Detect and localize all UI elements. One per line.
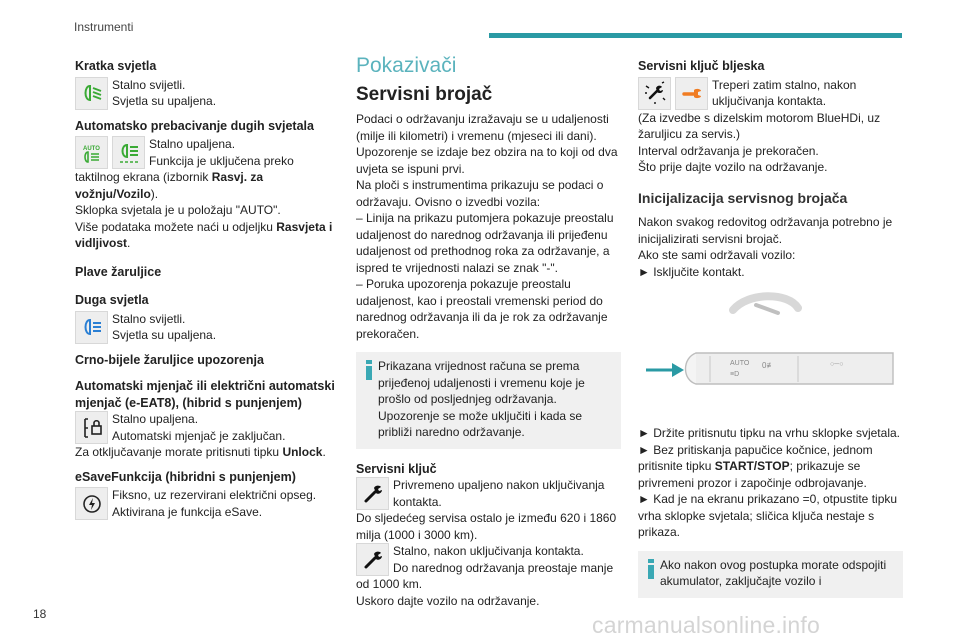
wrench-flash-icon	[638, 77, 671, 110]
gearbox-text-2: Automatski mjenjač je zaključan.	[112, 428, 286, 443]
info-icon	[366, 360, 372, 380]
init-intro: Nakon svakog redovitog održavanja potrebno je inicijalizirati servisni brojač. Ako ste sami održavali vozilo:	[638, 215, 893, 262]
init-step-3: ► Bez pritiskanja papučice kočnice, jednom pritisnite tipku START/STOP; prikazuje se privremeni prozor i započinje odbrojavanje.	[638, 442, 873, 490]
servisni-brojac-body: Podaci o održavanju izražavaju se u udaljenosti (milje ili kilometri) i vremenu (mjeseci ili dani). Upozorenje se izdaje bez obzira na to koji od dva uvjeta se ispuni prvi. Na ploči s instrumentima prikazuju se podaci o održavaju. Ovisno o izvedbi vozila: – Linija na prikazu putomjera pokazuje preostalu udaljenost do narednog održavanja ili prijeđenu udaljenost od prethodnog roka za održavanje, a ispred te vrijednosti nalazi se znak "-". – Poruka upozorenja pokazuje preostalu udaljenost, kao i preostali vremenski period do narednog održavanja ili da je rok za održavanje prekoračen.	[356, 112, 618, 341]
column-middle	[356, 54, 621, 609]
auto-high-beam-icon	[75, 136, 108, 169]
info-note-box	[356, 352, 621, 449]
column-right	[638, 58, 903, 598]
gearbox-text-1: Stalno upaljena.	[112, 412, 199, 426]
heading-servisni-brojac: Servisni brojač	[356, 83, 493, 105]
column-left	[75, 58, 337, 520]
svg-text:0≢: 0≢	[762, 361, 775, 370]
auto-high-beam-text-2: Funkcija je uključena preko	[149, 153, 294, 168]
heading-kratka-svjetla: Kratka svjetla	[75, 59, 157, 73]
wrench-entry-2	[356, 543, 621, 576]
wrench-flash-text-2: (Za izvedbe s dizelskim motorom BlueHDi, uz žaruljicu za servis.)	[638, 110, 881, 141]
info-icon	[648, 559, 654, 579]
wrench-flash-text-4: Što prije dajte vozilo na održavanje.	[638, 160, 828, 174]
heading-servisni-kljuc: Servisni ključ	[356, 461, 437, 476]
esave-entry	[75, 487, 337, 520]
init-step-4: ► Kad je na ekranu prikazano =0, otpustite tipku vrha sklopke svjetala; sličica ključa nestaje s prikaza.	[638, 492, 898, 539]
wrench-icon	[356, 477, 389, 510]
high-beam-green-icon	[112, 136, 145, 169]
wrench-text-1b: Do sljedećeg servisa ostalo je između 620 i 1860 milja (1000 i 3000 km).	[356, 511, 617, 542]
wrench-text-2b: Do narednog održavanja preostaje manje	[393, 560, 614, 575]
wrench-flash-text-3: Interval održavanja je prekoračen.	[638, 143, 819, 158]
wrench-icon	[356, 543, 389, 576]
heading-esave: eSaveFunkcija (hibridni s punjenjem)	[75, 469, 296, 484]
esave-text-2: Aktivirana je funkcija eSave.	[112, 504, 263, 519]
esave-icon	[75, 487, 108, 520]
init-step-2: ► Držite pritisnutu tipku na vrhu sklopke svjetala.	[638, 426, 900, 440]
svg-text:AUTO: AUTO	[82, 145, 100, 152]
wrench-text-2c: od 1000 km.	[356, 577, 423, 591]
gearbox-text-3: Za otključavanje morate pritisnuti tipku Unlock.	[75, 445, 326, 459]
low-beam-text-2: Svjetla su upaljena.	[112, 94, 217, 108]
section-header: Instrumenti	[74, 20, 134, 34]
high-beam-entry	[75, 311, 337, 344]
low-beam-text-1: Stalno svijetli.	[112, 77, 186, 92]
header-accent-bar	[489, 33, 902, 38]
svg-text:≡D: ≡D	[730, 371, 740, 378]
auto-high-beam-text-1: Stalno upaljena.	[149, 137, 236, 151]
high-beam-text-1: Stalno svijetli.	[112, 311, 186, 326]
wrench-text-2d: Uskoro dajte vozilo na održavanje.	[356, 593, 540, 608]
info-note-box-2	[638, 551, 903, 598]
low-beam-entry	[75, 77, 337, 110]
page-number: 18	[33, 607, 47, 621]
wrench-orange-icon	[675, 77, 708, 110]
wrench-text-2: Stalno, nakon uključivanja kontakta.	[393, 544, 584, 558]
wrench-flash-text-1: Treperi zatim stalno, nakon uključivanja kontakta.	[712, 77, 857, 108]
heading-crno-bijele: Crno-bijele žaruljice upozorenja	[75, 352, 264, 367]
high-beam-blue-icon	[75, 311, 108, 344]
svg-text:○─○: ○─○	[830, 361, 844, 368]
init-step-1: ► Isključite kontakt.	[638, 264, 745, 279]
wrench-text-1: Privremeno upaljeno nakon uključivanja kontakta.	[393, 478, 605, 509]
low-beam-icon	[75, 77, 108, 110]
auto-high-beam-text-4: Sklopka svjetala je u položaju "AUTO".	[75, 203, 281, 217]
info-note-text: Prikazana vrijednost računa se prema prijeđenoj udaljenosti i vremenu koje je prošlo od posljednjeg održavanja. Upozorenje se može uključiti i kada se približi naredno održavanje.	[378, 359, 585, 439]
heading-inicijalizacija: Inicijalizacija servisnog brojača	[638, 189, 848, 206]
heading-automatski-mjenjac: Automatski mjenjač ili električni automatski mjenjač (e-EAT8), (hibrid s punjenjem)	[75, 379, 335, 410]
wrench-flash-entry	[638, 77, 903, 110]
auto-high-beam-entry	[75, 136, 337, 169]
wrench-entry-1	[356, 477, 621, 510]
esave-text-1: Fiksno, uz rezervirani električni opseg.	[112, 488, 317, 502]
auto-high-beam-text-5: Više podataka možete naći u odjeljku Rasvjeta i vidljivost.	[75, 219, 333, 250]
light-stalk-illustration	[638, 280, 903, 425]
gearbox-entry	[75, 411, 337, 444]
gearbox-lock-icon	[75, 411, 108, 444]
heading-servisni-kljuc-bljeska: Servisni ključ bljeska	[638, 59, 765, 73]
svg-text:AUTO: AUTO	[730, 360, 750, 367]
section-title-pokazivaci: Pokazivači	[356, 54, 457, 77]
heading-duga-svjetla: Duga svjetla	[75, 293, 149, 307]
heading-plave-zaruljice: Plave žaruljice	[75, 264, 162, 279]
auto-high-beam-text-3: taktilnog ekrana (izbornik Rasvj. za vožnju/Vozilo).	[75, 170, 264, 201]
watermark: carmanualsonline.info	[592, 612, 820, 638]
high-beam-text-2: Svjetla su upaljena.	[112, 328, 217, 342]
heading-auto-high-beam: Automatsko prebacivanje dugih svjetala	[75, 118, 314, 133]
info-note-text-2: Ako nakon ovog postupka morate odspojiti akumulator, zaključajte vozilo i	[660, 557, 887, 588]
